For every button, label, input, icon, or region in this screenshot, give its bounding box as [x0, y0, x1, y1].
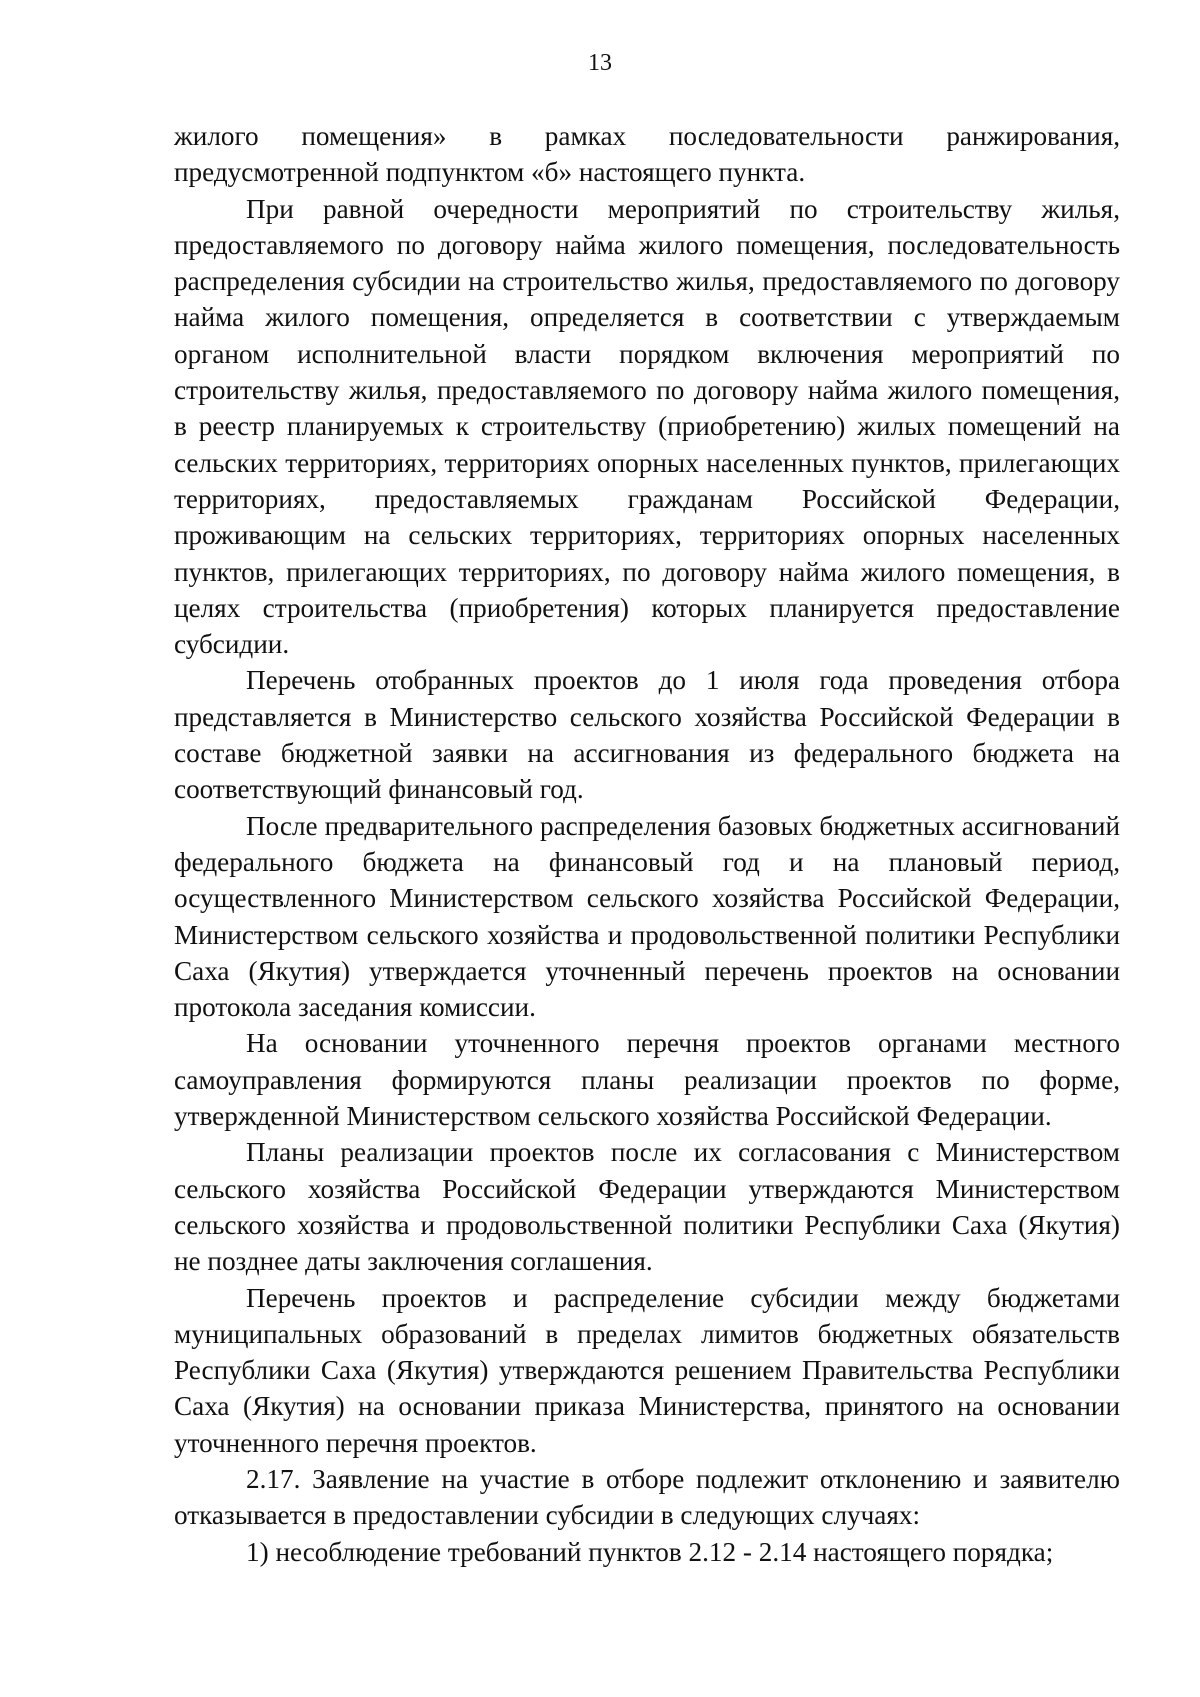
document-body	[174, 118, 1120, 1570]
paragraph: Перечень проектов и распределение субсидии между бюджетами муниципальных образований в пределах лимитов бюджетных обязательств Республики Саха (Якутия) утверждаются решением Правительства Республики Саха (Якутия) на основании приказа Министерства, принятого на основании уточненного перечня проектов.	[174, 1282, 1120, 1458]
page-number: 13	[588, 50, 612, 76]
paragraph: На основании уточненного перечня проектов органами местного самоуправления формируются планы реализации проектов по форме, утвержденной Министерством сельского хозяйства Российской Федерации.	[174, 1028, 1120, 1132]
paragraph: 1) несоблюдение требований пунктов 2.12 - 2.14 настоящего порядка;	[246, 1536, 1054, 1567]
paragraph: жилого помещения» в рамках последовательности ранжирования, предусмотренной подпунктом «б» настоящего пункта.	[174, 121, 1120, 188]
paragraph: Планы реализации проектов после их согласования с Министерством сельского хозяйства Российской Федерации утверждаются Министерством сельского хозяйства и продовольственной политики Республики Саха (Якутия) не позднее даты заключения соглашения.	[174, 1137, 1120, 1277]
paragraph: 2.17. Заявление на участие в отборе подлежит отклонению и заявителю отказывается в предоставлении субсидии в следующих случаях:	[174, 1463, 1120, 1531]
paragraph: После предварительного распределения базовых бюджетных ассигнований федерального бюджета на финансовый год и на плановый период, осуществленного Министерством сельского хозяйства Российской Федерации, Министерством сельского хозяйства и продовольственной политики Республики Саха (Якутия) утверждается уточненный перечень проектов на основании протокола заседания комиссии.	[174, 810, 1120, 1023]
paragraph: Перечень отобранных проектов до 1 июля года проведения отбора представляется в Министерство сельского хозяйства Российской Федерации в составе бюджетной заявки на ассигнования из федерального бюджета на соответствующий финансовый год.	[174, 665, 1120, 805]
paragraph: При равной очередности мероприятий по строительству жилья, предоставляемого по договору найма жилого помещения, последовательность распределения субсидии на строительство жилья, предоставляемого по договору найма жилого помещения, определяется в соответствии с утверждаемым органом исполнительной власти порядком включения мероприятий по строительству жилья, предоставляемого по договору найма жилого помещения, в реестр планируемых к строительству (приобретению) жилых помещений на сельских территориях, территориях опорных населенных пунктов, прилегающих территориях, предоставляемых гражданам Российской Федерации, проживающим на сельских территориях, территориях опорных населенных пунктов, прилегающих территориях, по договору найма жилого помещения, в целях строительства (приобретения) которых планируется предоставление субсидии.	[174, 193, 1120, 660]
